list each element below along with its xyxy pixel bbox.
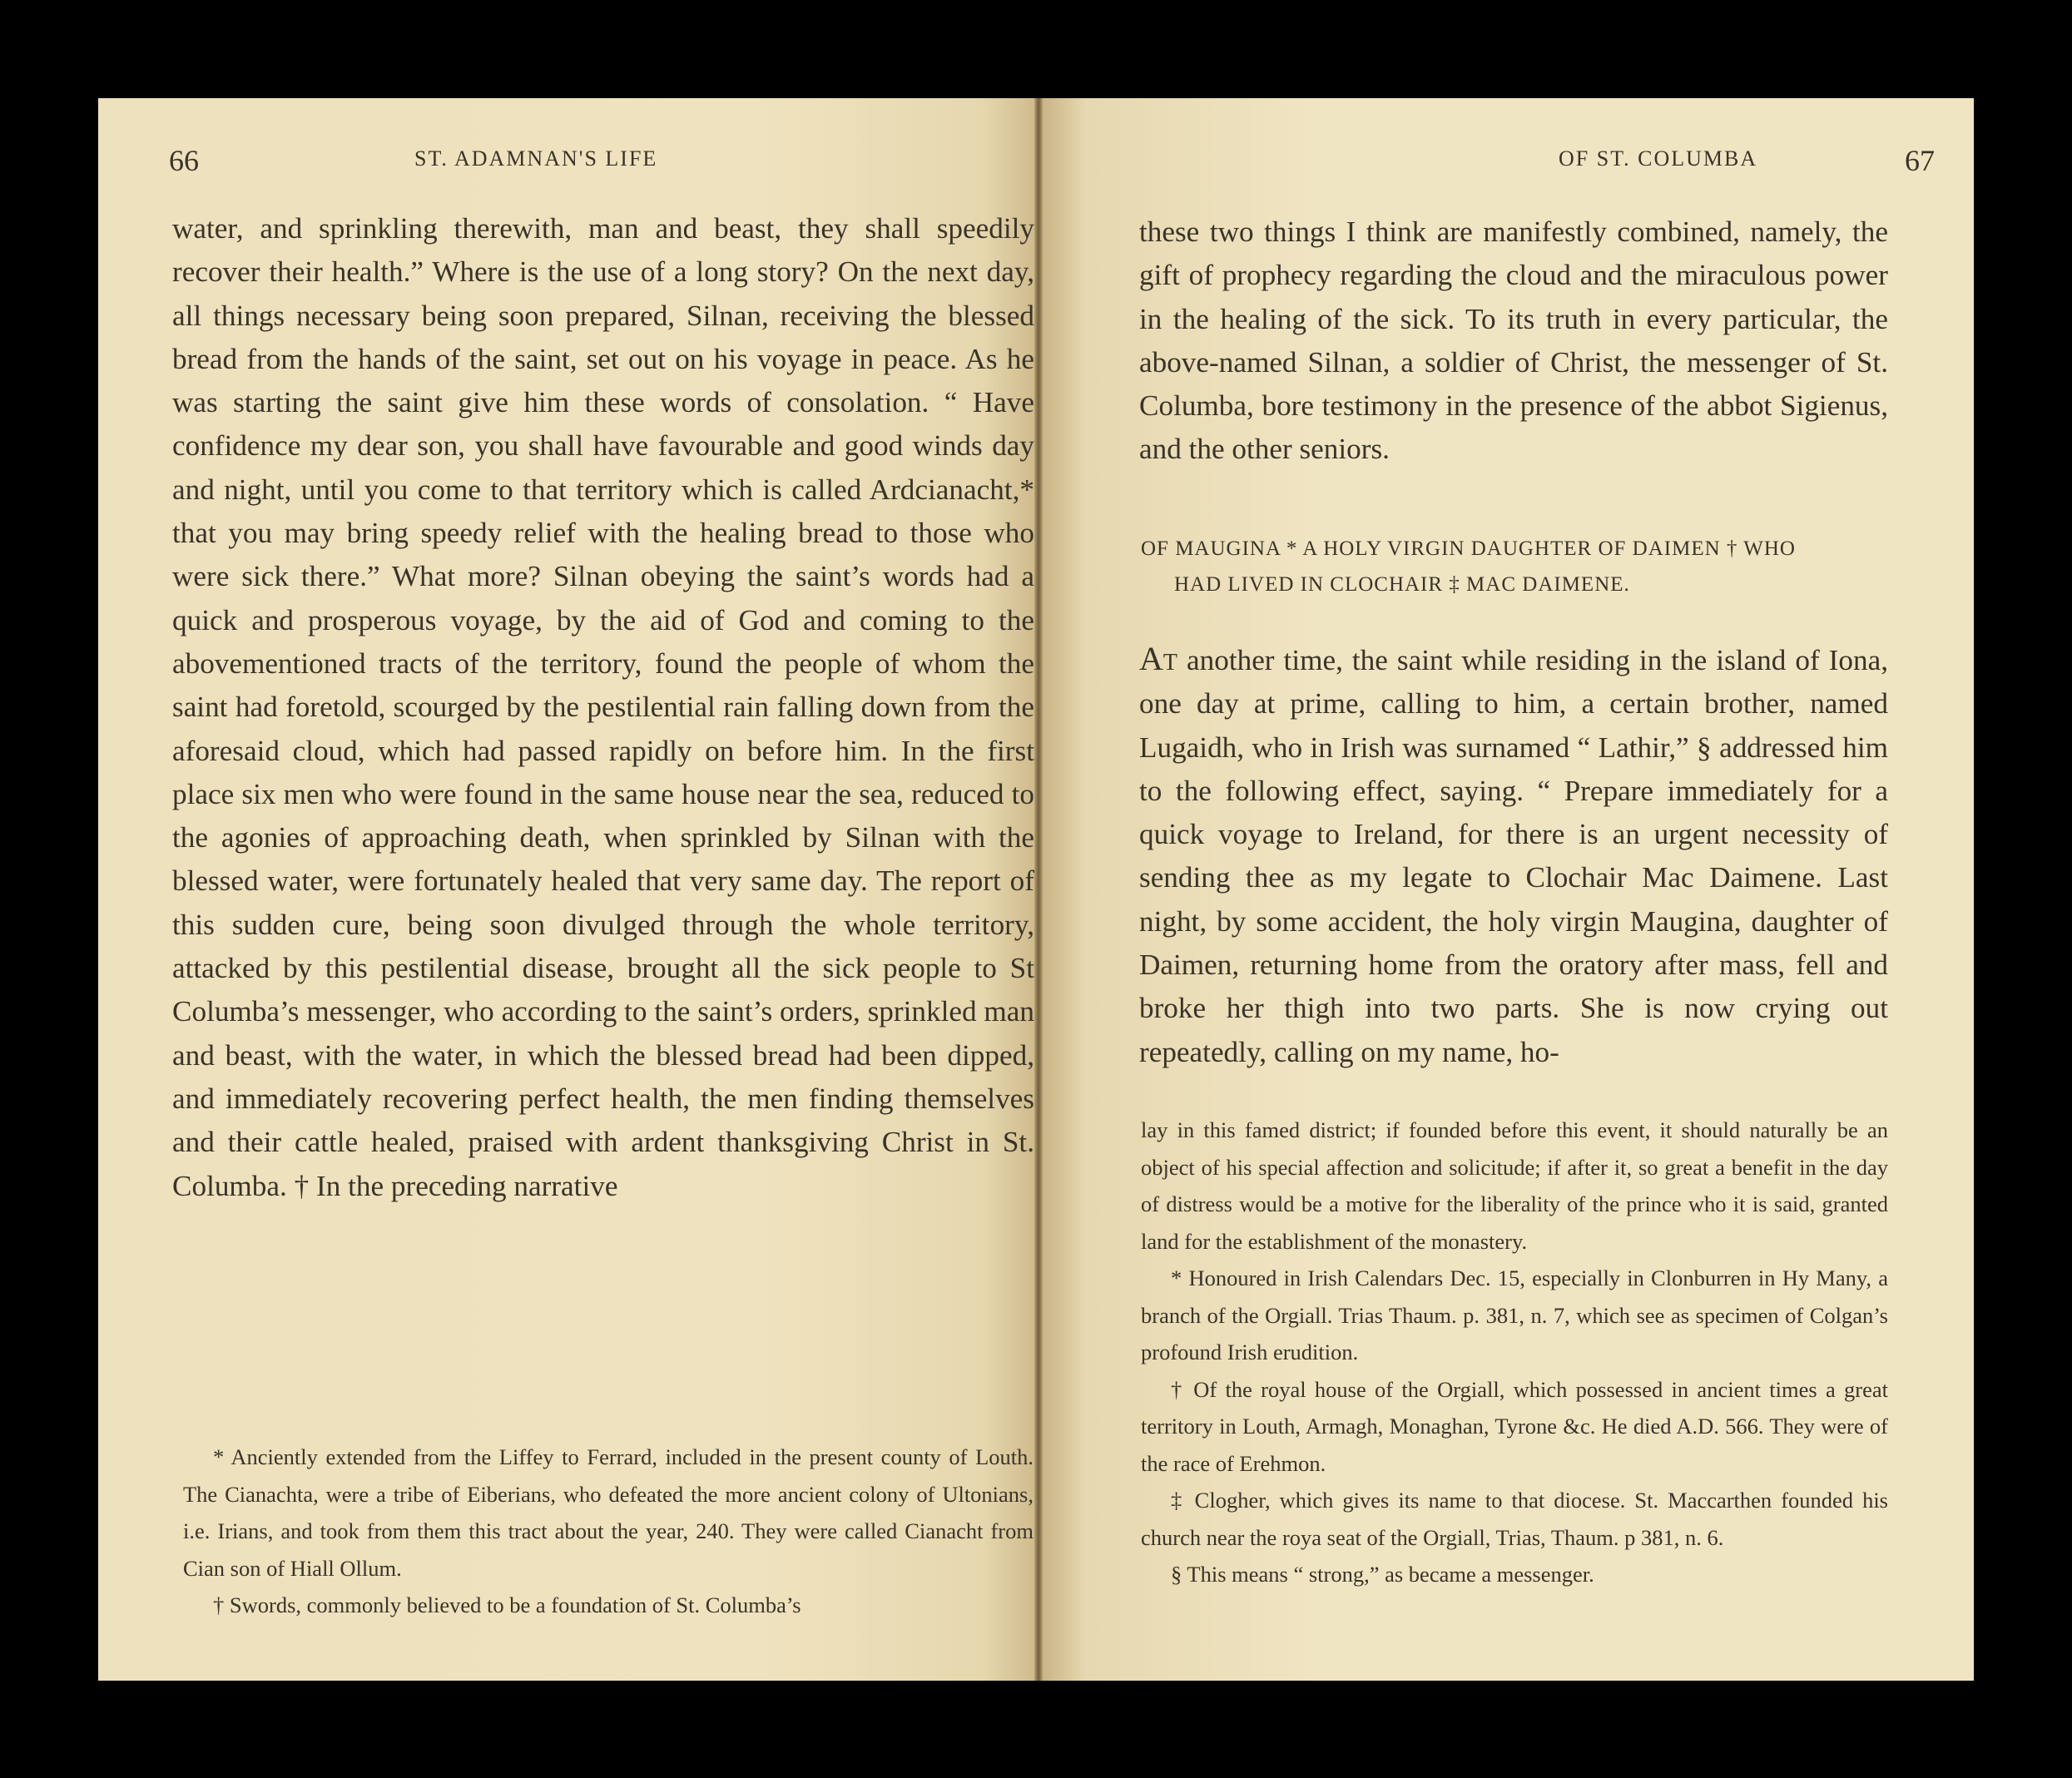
footnote: † Swords, commonly believed to be a foundation of St. Columba’s xyxy=(213,1592,801,1617)
book-gutter xyxy=(1034,98,1043,1681)
drop-word: At xyxy=(1139,640,1177,677)
running-head: ST. ADAMNAN'S LIFE xyxy=(414,146,658,171)
section-title-line: HAD LIVED IN CLOCHAIR ‡ MAC DAIMENE. xyxy=(1174,573,1630,596)
body-text xyxy=(1139,210,1888,472)
footnote: ‡ Clogher, which gives its name to that diocese. St. Maccarthen founded his church near the roya seat of the Orgiall, Trias, Thaum. p 381, n. 6. xyxy=(1141,1488,1888,1550)
section-title xyxy=(1141,531,1890,602)
left-page xyxy=(98,98,1039,1681)
footnote: § This means “ strong,” as became a messenger. xyxy=(1171,1562,1594,1587)
body-paragraph xyxy=(1139,637,1888,1074)
body-text xyxy=(1139,637,1888,1074)
body-paragraph-text: another time, the saint while residing in the island of Iona, one day at prime, calling to him, a certain brother, named Lugaidh, who in Irish was surnamed “ Lathir,” § addressed him to the following effect, saying. “ Prepare immediately for a quick voyage to Ireland, for there is an urgent necessity of sending thee as my legate to Clochair Mac Daimene. Last night, by some accident, the holy virgin Maugina, daughter of Daimen, returning home from the oratory after mass, fell and broke her thigh into two parts. She is now crying out repeatedly, calling on my name, ho- xyxy=(1139,644,1889,1068)
footnote: * Anciently extended from the Liffey to Ferrard, included in the present county of Louth. The Cianachta, were a tribe of Eiberians, who defeated the more ancient colony of Ultonians, i.e. Irians, and took from them this tract about the year, 240. They were called Cianacht from Cian son of Hiall Ollum. xyxy=(183,1444,1034,1581)
body-paragraph: water, and sprinkling therewith, man and beast, they shall speedily recover their health.” Where is the use of a long story? On the next day, all things necessary being soon prepared, Silnan, receiving the blessed bread from the hands of the saint, set out on his voyage in peace. As he was starting the saint give him these words of consolation. “ Have confidence my dear son, you shall have favourable and good winds day and night, until you come to that territory which is called Ardcianacht,* that you may bring speedy relief with the healing bread to those who were sick there.” What more? Silnan obeying the saint’s words had a quick and prosperous voyage, by the aid of God and coming to the abovementioned tracts of the territory, found the people of whom the saint had foretold, scourged by the pestilential rain falling down from the aforesaid cloud, which had passed rapidly on before him. In the first place six men who were found in the same house near the sea, reduced to the agonies of approaching death, when sprinkled by Silnan with the blessed water, were fortunately healed that very same day. The report of this sudden cure, being soon divulged through the whole territory, attacked by this pestilential disease, brought all the sick people to St Columba’s messenger, who according to the saint’s orders, sprinkled man and beast, with the water, in which the blessed bread had been dipped, and immediately recovering perfect health, the men finding themselves and their cattle healed, praised with ardent thanksgiving Christ in St. Columba. † In the preceding narrative xyxy=(172,212,1034,1202)
footnote: * Honoured in Irish Calendars Dec. 15, especially in Clonburren in Hy Many, a branch of the Orgiall. Trias Thaum. p. 381, n. 7, which see as specimen of Colgan’s profound Irish erudition. xyxy=(1141,1265,1888,1364)
page-number: 66 xyxy=(169,144,199,177)
footnote-continued: lay in this famed district; if founded before this event, it should naturally be an object of his special affection and solicitude; if after it, so great a benefit in the day of distress would be a motive for the liberality of the prince who it is said, granted land for the establishment of the monastery. xyxy=(1141,1117,1888,1254)
footnotes xyxy=(1141,1112,1888,1593)
body-text xyxy=(172,207,1034,1208)
running-head: OF ST. COLUMBA xyxy=(1559,146,1758,171)
right-page xyxy=(1039,98,1974,1681)
footnotes xyxy=(183,1439,1034,1624)
page-number: 67 xyxy=(1905,144,1935,177)
body-paragraph: these two things I think are manifestly combined, namely, the gift of prophecy regarding the cloud and the miraculous power in the healing of the sick. To its truth in every particular, the above-named Silnan, a soldier of Christ, the messenger of St. Columba, bore testimony in the presence of the abbot Sigienus, and the other seniors. xyxy=(1139,215,1888,466)
section-title-line: OF MAUGINA * A HOLY VIRGIN DAUGHTER OF DAIMEN † WHO xyxy=(1141,537,1796,560)
footnote: † Of the royal house of the Orgiall, which possessed in ancient times a great territory in Louth, Armagh, Monaghan, Tyrone &c. He died A.D. 566. They were of the race of Erehmon. xyxy=(1141,1376,1888,1476)
open-book xyxy=(98,98,1974,1681)
